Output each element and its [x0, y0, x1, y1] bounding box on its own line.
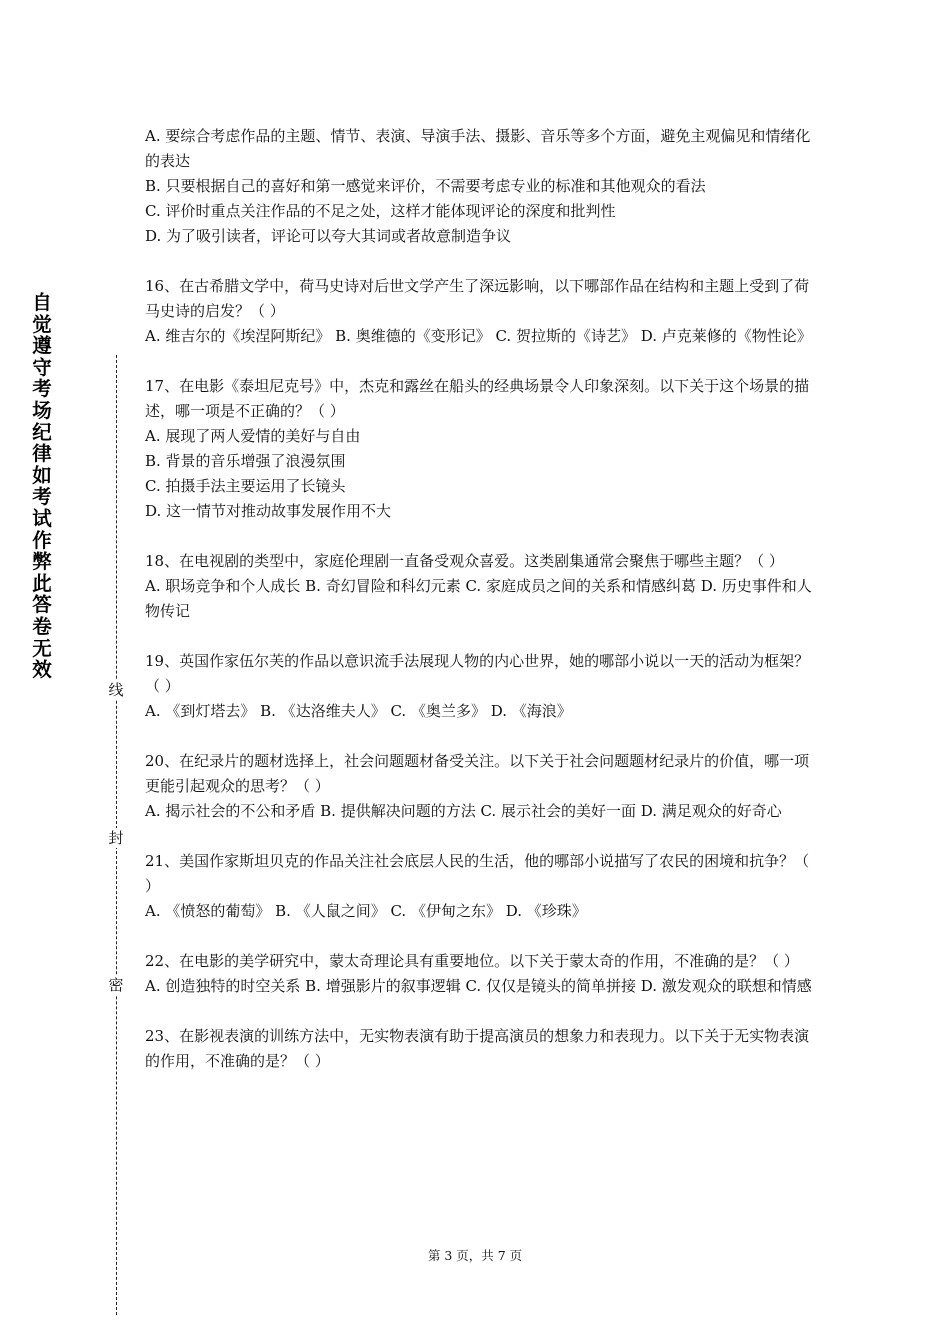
previous-question-options: [145, 124, 813, 249]
binding-margin: [0, 0, 140, 1344]
option-a: A. 要综合考虑作品的主题、情节、表演、导演手法、摄影、音乐等多个方面，避免主观偏见和情绪化的表达: [145, 127, 811, 170]
option-d: D. 为了吸引读者，评论可以夸大其词或者故意制造争议: [145, 227, 512, 245]
question-options: A. 揭示社会的不公和矛盾 B. 提供解决问题的方法 C. 展示社会的美好一面 D. 满足观众的好奇心: [145, 802, 782, 820]
question-16: [145, 274, 813, 349]
option-c: C. 拍摄手法主要运用了长镜头: [145, 477, 346, 495]
question-text: 23、在影视表演的训练方法中，无实物表演有助于提高演员的想象力和表现力。以下关于无实物表演的作用，不准确的是？（ ）: [145, 1027, 810, 1070]
question-19: [145, 649, 813, 724]
option-b: B. 背景的音乐增强了浪漫氛围: [145, 452, 346, 470]
seal-label-seal: 封: [106, 828, 126, 848]
question-content: [145, 124, 813, 1074]
seal-label-secret: 密: [106, 975, 126, 995]
question-18: [145, 549, 813, 624]
question-text: 18、在电视剧的类型中，家庭伦理剧一直备受观众喜爱。这类剧集通常会聚焦于哪些主题？（ ）: [145, 552, 784, 570]
option-b: B. 只要根据自己的喜好和第一感觉来评价，不需要考虑专业的标准和其他观众的看法: [145, 177, 706, 195]
exam-discipline-warning: 自觉遵守考场纪律如考试作弊此答卷无效: [32, 291, 52, 682]
question-text: 16、在古希腊文学中，荷马史诗对后世文学产生了深远影响，以下哪部作品在结构和主题上受到了荷马史诗的启发？（ ）: [145, 277, 810, 320]
option-a: A. 展现了两人爱情的美好与自由: [145, 427, 361, 445]
question-23: [145, 1024, 813, 1074]
question-text: 20、在纪录片的题材选择上，社会问题题材备受关注。以下关于社会问题题材纪录片的价值，哪一项更能引起观众的思考？（ ）: [145, 752, 810, 795]
question-text: 22、在电影的美学研究中，蒙太奇理论具有重要地位。以下关于蒙太奇的作用，不准确的是？（ ）: [145, 952, 799, 970]
question-17: [145, 374, 813, 524]
option-c: C. 评价时重点关注作品的不足之处，这样才能体现评论的深度和批判性: [145, 202, 616, 220]
question-text: 21、美国作家斯坦贝克的作品关注社会底层人民的生活，他的哪部小说描写了农民的困境和抗争？（ ）: [145, 852, 810, 895]
seal-label-line: 线: [106, 680, 126, 700]
question-options: A. 《愤怒的葡萄》 B. 《人鼠之间》 C. 《伊甸之东》 D. 《珍珠》: [145, 902, 587, 920]
question-options: A. 创造独特的时空关系 B. 增强影片的叙事逻辑 C. 仅仅是镜头的简单拼接 D. 激发观众的联想和情感: [145, 977, 812, 995]
question-options: A. 维吉尔的《埃涅阿斯纪》 B. 奥维德的《变形记》 C. 贺拉斯的《诗艺》 D. 卢克莱修的《物性论》: [145, 327, 812, 345]
option-d: D. 这一情节对推动故事发展作用不大: [145, 502, 392, 520]
question-options: A. 《到灯塔去》 B. 《达洛维夫人》 C. 《奥兰多》 D. 《海浪》: [145, 702, 572, 720]
question-21: [145, 849, 813, 924]
question-options: A. 职场竞争和个人成长 B. 奇幻冒险和科幻元素 C. 家庭成员之间的关系和情感纠葛 D. 历史事件和人物传记: [145, 577, 812, 620]
question-text: 19、英国作家伍尔芙的作品以意识流手法展现人物的内心世界，她的哪部小说以一天的活动为框架？（ ）: [145, 652, 810, 695]
question-20: [145, 749, 813, 824]
page-number: 第 3 页，共 7 页: [427, 1248, 523, 1263]
question-22: [145, 949, 813, 999]
question-text: 17、在电影《泰坦尼克号》中，杰克和露丝在船头的经典场景令人印象深刻。以下关于这个场景的描述，哪一项是不正确的？（ ）: [145, 377, 810, 420]
